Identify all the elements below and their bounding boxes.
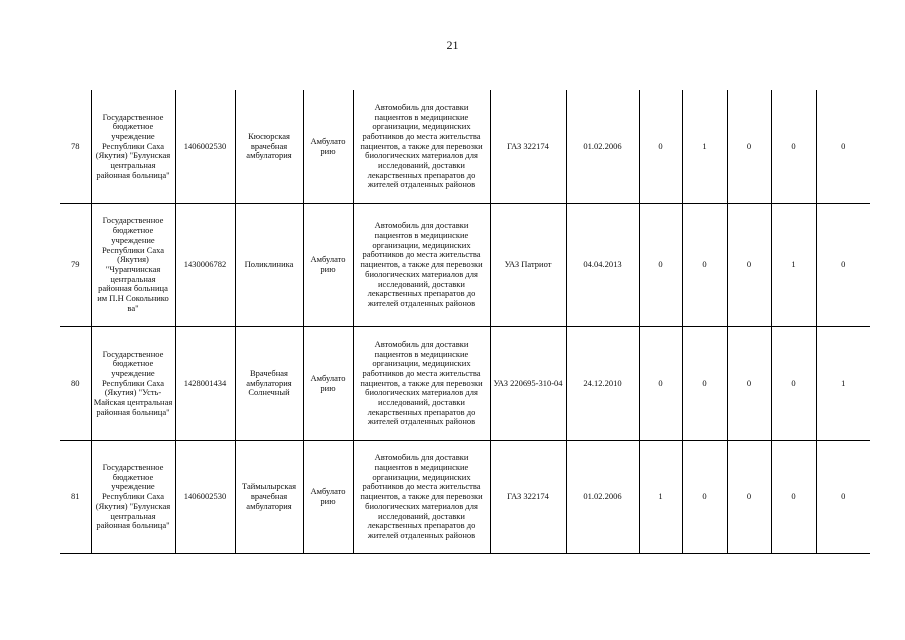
inn-cell: 1428001434 (175, 327, 235, 441)
unit-cell: Поликлиника (235, 204, 303, 327)
purpose-cell: Автомобиль для доставки пациентов в медицинские организации, медицинских работников до места жительства пациентов, а также для перевозки биологических материалов для исследований, доставки лекарственных препаратов до жителей отдаленных районов (353, 441, 490, 554)
date-cell: 04.04.2013 (566, 204, 639, 327)
vehicle-model-cell: ГАЗ 322174 (490, 90, 566, 204)
vehicle-model-cell: УАЗ 220695-310-04 (490, 327, 566, 441)
value-cell: 1 (639, 441, 682, 554)
vehicle-registry-table (60, 90, 870, 554)
organization-cell: Государственное бюджетное учреждение Республики Саха (Якутия) "Булунская центральная районная больница" (91, 441, 175, 554)
row-number: 80 (60, 327, 91, 441)
vehicle-model-cell: УАЗ Патриот (490, 204, 566, 327)
value-cell: 0 (816, 441, 870, 554)
vehicle-model-cell: ГАЗ 322174 (490, 441, 566, 554)
table-row (60, 327, 870, 441)
service-cell: Амбулато рию (303, 90, 353, 204)
row-number: 78 (60, 90, 91, 204)
purpose-cell: Автомобиль для доставки пациентов в медицинские организации, медицинских работников до места жительства пациентов, а также для перевозки биологических материалов для исследований, доставки лекарственных препаратов до жителей отдаленных районов (353, 90, 490, 204)
inn-cell: 1406002530 (175, 441, 235, 554)
inn-cell: 1406002530 (175, 90, 235, 204)
value-cell: 0 (727, 90, 771, 204)
date-cell: 01.02.2006 (566, 441, 639, 554)
value-cell: 0 (816, 204, 870, 327)
table-row (60, 441, 870, 554)
value-cell: 1 (682, 90, 727, 204)
value-cell: 0 (727, 441, 771, 554)
value-cell: 0 (771, 327, 816, 441)
service-cell: Амбулато рию (303, 441, 353, 554)
value-cell: 1 (771, 204, 816, 327)
table-row (60, 90, 870, 204)
service-cell: Амбулато рию (303, 204, 353, 327)
value-cell: 0 (682, 441, 727, 554)
organization-cell: Государственное бюджетное учреждение Республики Саха (Якутия) "Булунская центральная районная больница" (91, 90, 175, 204)
value-cell: 0 (771, 441, 816, 554)
value-cell: 0 (682, 327, 727, 441)
value-cell: 0 (682, 204, 727, 327)
inn-cell: 1430006782 (175, 204, 235, 327)
value-cell: 0 (727, 327, 771, 441)
purpose-cell: Автомобиль для доставки пациентов в медицинские организации, медицинских работников до места жительства пациентов, а также для перевозки биологических материалов для исследований, доставки лекарственных препаратов до жителей отдаленных районов (353, 327, 490, 441)
value-cell: 0 (639, 90, 682, 204)
unit-cell: Кюсюрская врачебная амбулатория (235, 90, 303, 204)
value-cell: 0 (639, 204, 682, 327)
organization-cell: Государственное бюджетное учреждение Республики Саха (Якутия) "Чурапчинская центральная районная больница им П.Н Сокольнико ва" (91, 204, 175, 327)
value-cell: 1 (816, 327, 870, 441)
date-cell: 01.02.2006 (566, 90, 639, 204)
organization-cell: Государственное бюджетное учреждение Республики Саха (Якутия) "Усть-Майская центральная районная больница" (91, 327, 175, 441)
page-number: 21 (446, 38, 459, 52)
date-cell: 24.12.2010 (566, 327, 639, 441)
unit-cell: Врачебная амбулатория Солнечный (235, 327, 303, 441)
unit-cell: Таймылырская врачебная амбулатория (235, 441, 303, 554)
service-cell: Амбулато рию (303, 327, 353, 441)
value-cell: 0 (727, 204, 771, 327)
purpose-cell: Автомобиль для доставки пациентов в медицинские организации, медицинских работников до места жительства пациентов, а также для перевозки биологических материалов для исследований, доставки лекарственных препаратов до жителей отдаленных районов (353, 204, 490, 327)
row-number: 79 (60, 204, 91, 327)
row-number: 81 (60, 441, 91, 554)
value-cell: 0 (639, 327, 682, 441)
table-row (60, 204, 870, 327)
value-cell: 0 (771, 90, 816, 204)
value-cell: 0 (816, 90, 870, 204)
